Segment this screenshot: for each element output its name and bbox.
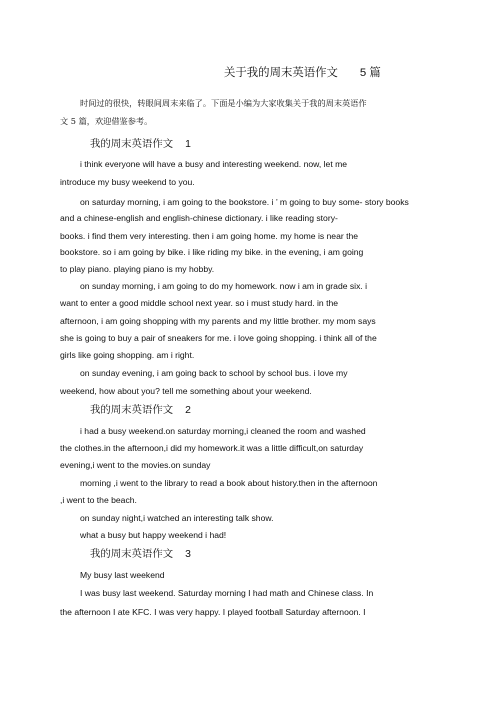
essay-line: I was busy last weekend. Saturday morning I had math and Chinese class. In: [80, 588, 374, 598]
essay-heading: [90, 137, 191, 152]
title-count: 5 篇: [359, 67, 381, 79]
essay-line: books. i find them very interesting. then i am going home. my home is near the: [60, 231, 359, 241]
essay-line: i think everyone will have a busy and interesting weekend. now, let me: [80, 159, 348, 169]
essay-line: bookstore. so i am going by bike. i like riding my bike. in the evening, i am going: [60, 247, 364, 257]
essay-line: weekend, how about you? tell me something about your weekend.: [60, 386, 312, 396]
essay-line: what a busy but happy weekend i had!: [80, 530, 227, 540]
essay-line: afternoon, i am going shopping with my parents and my little brother. my mom says: [60, 316, 376, 326]
essay-heading-text: 我的周末英语作文: [90, 548, 174, 560]
document-title: [224, 64, 381, 81]
essay-line: ,i went to the beach.: [60, 495, 137, 505]
essay-line: and a chinese-english and english-chinese dictionary. i like reading story-: [60, 213, 338, 223]
essay-number: 1: [185, 139, 191, 150]
essay-heading: [90, 547, 191, 562]
essay-line: evening,i went to the movies.on sunday: [60, 460, 211, 470]
essay-heading-text: 我的周末英语作文: [90, 404, 174, 416]
essay-heading: [90, 403, 191, 418]
essay-line: on sunday night,i watched an interesting talk show.: [80, 513, 274, 523]
essay-line: introduce my busy weekend to you.: [60, 177, 195, 187]
essay-line: to play piano. playing piano is my hobby.: [60, 264, 215, 274]
essay-line: the afternoon I ate KFC. I was very happy. I played football Saturday afternoon. I: [60, 607, 366, 617]
essay-heading-text: 我的周末英语作文: [90, 138, 174, 150]
intro-line: 时间过的很快，转眼间周末来临了。下面是小编为大家收集关于我的周末英语作: [80, 98, 367, 108]
title-text: 关于我的周末英语作文: [224, 65, 338, 79]
essay-number: 3: [185, 549, 191, 560]
essay-line: on sunday morning, i am going to do my homework. now i am in grade six. i: [80, 281, 368, 291]
essay-line: on saturday morning, i am going to the bookstore. i ’ m going to buy some- story books: [80, 197, 409, 207]
essay-line: want to enter a good middle school next year. so i must study hard. in the: [60, 298, 339, 308]
essay-number: 2: [185, 405, 191, 416]
essay-line: My busy last weekend: [80, 570, 165, 580]
essay-line: i had a busy weekend.on saturday morning,i cleaned the room and washed: [80, 426, 366, 436]
essay-line: on sunday evening, i am going back to school by school bus. i love my: [80, 368, 348, 378]
essay-line: girls like going shopping. am i right.: [60, 350, 195, 360]
essay-line: morning ,i went to the library to read a book about history.then in the afternoon: [80, 478, 378, 488]
essay-line: she is going to buy a pair of sneakers for me. i love going shopping. i think all of the: [60, 333, 377, 343]
essay-line: the clothes.in the afternoon,i did my homework.it was a little difficult,on saturday: [60, 443, 364, 453]
intro-line: 文 5 篇，欢迎借鉴参考。: [60, 116, 153, 126]
